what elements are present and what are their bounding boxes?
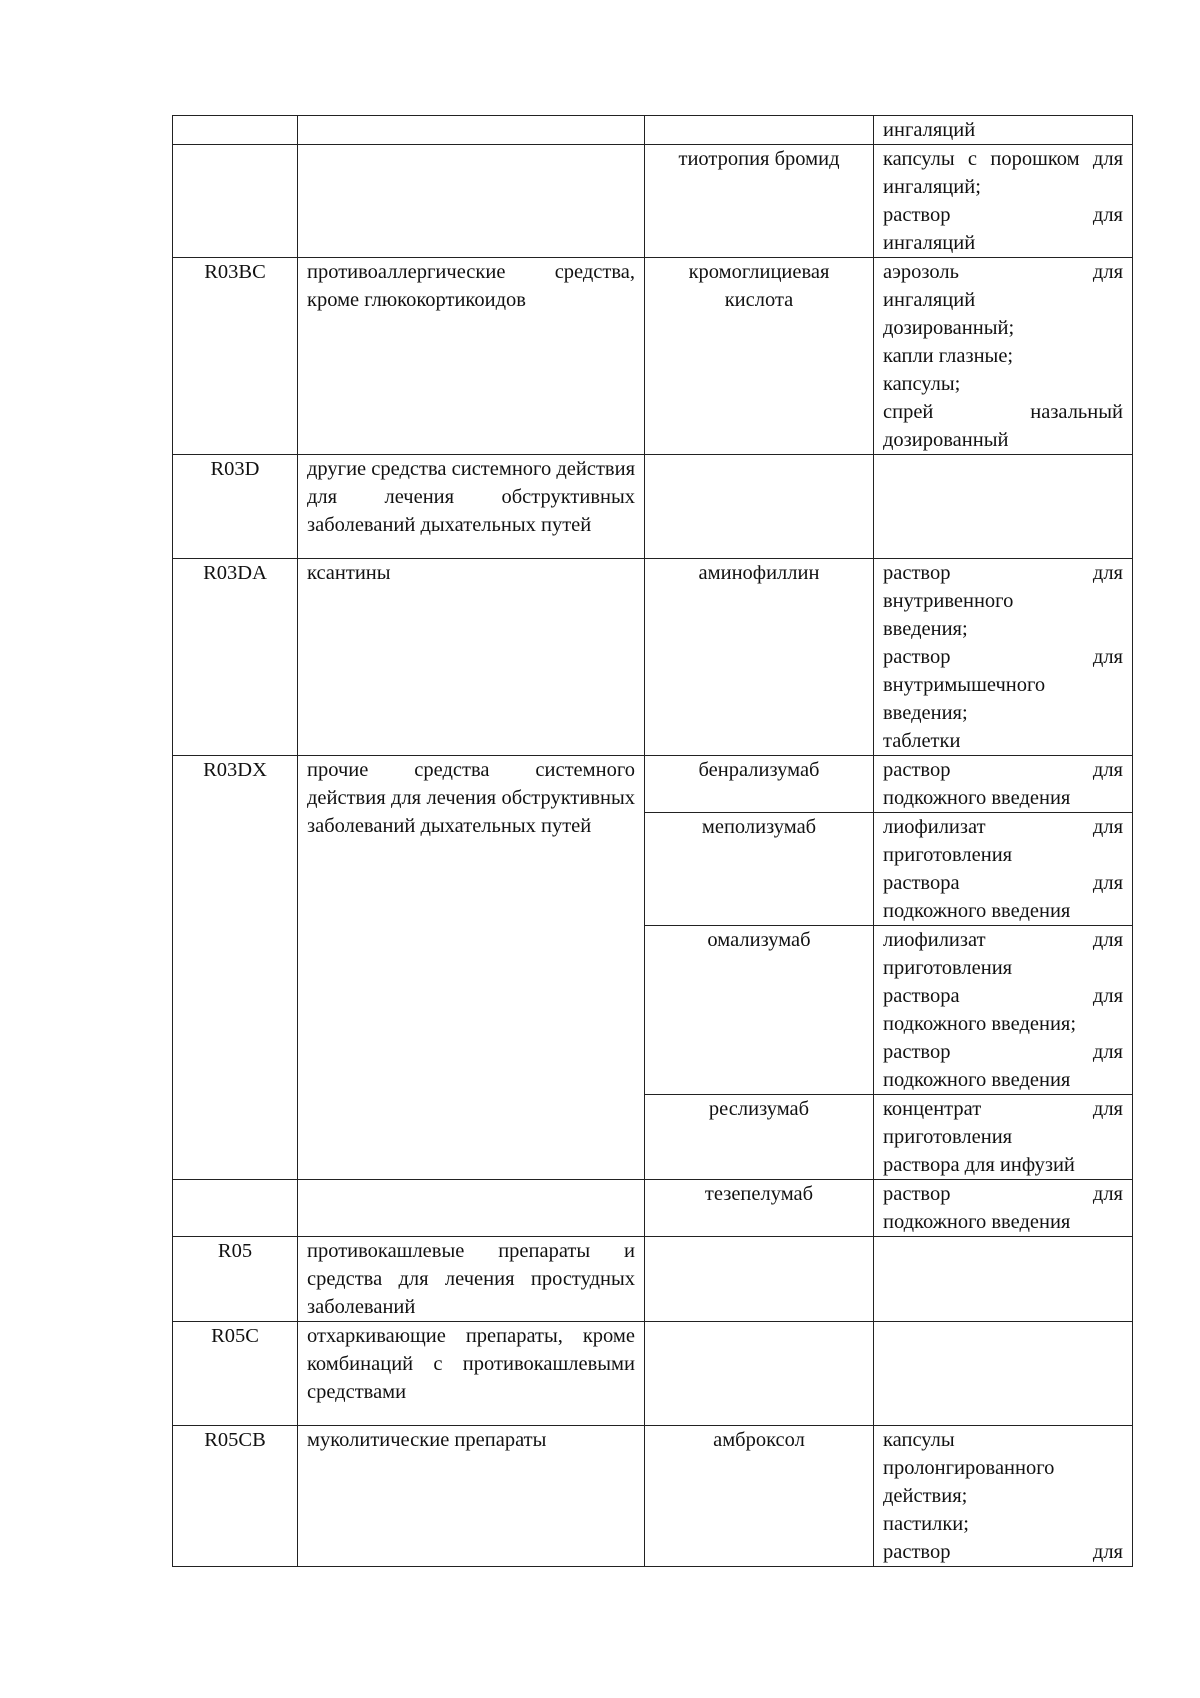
dosage-form-line: дозированный; (883, 317, 1015, 339)
dosage-form-line: введения; (883, 618, 968, 640)
dosage-form-line: подкожного введения; (883, 1013, 1077, 1035)
atc-code-cell (173, 1180, 298, 1237)
dosage-forms-cell (874, 116, 1133, 145)
dosage-forms-cell (874, 145, 1133, 258)
dosage-form-line: аэрозоль для (883, 261, 1123, 283)
pharmacological-group-cell (298, 116, 645, 145)
medication-table (172, 115, 1133, 1567)
dosage-form-line: раствор для (883, 759, 1123, 781)
dosage-forms-cell (874, 455, 1133, 559)
drug-name-cell (645, 1237, 874, 1322)
dosage-forms-cell (874, 559, 1133, 756)
dosage-forms-cell (874, 756, 1133, 813)
atc-code-cell: R03DX (173, 756, 298, 1180)
dosage-form-line: введения; (883, 702, 968, 724)
dosage-form-line: лиофилизат для (883, 816, 1123, 838)
table-row (173, 145, 1133, 258)
dosage-forms-cell (874, 1322, 1133, 1426)
dosage-form-line: капли глазные; (883, 345, 1014, 367)
dosage-forms-cell (874, 926, 1133, 1095)
drug-name-cell: бенрализумаб (645, 756, 874, 813)
dosage-form-line: подкожного введения (883, 787, 1071, 809)
dosage-forms-cell (874, 1426, 1133, 1567)
dosage-forms-cell (874, 1095, 1133, 1180)
dosage-form-line: приготовления (883, 1126, 1013, 1148)
dosage-form-line: раствор для (883, 646, 1123, 668)
atc-code-cell: R05 (173, 1237, 298, 1322)
table-row (173, 1180, 1133, 1237)
atc-code-cell (173, 145, 298, 258)
pharmacological-group-cell (298, 1180, 645, 1237)
dosage-form-line: таблетки (883, 730, 961, 752)
dosage-form-line: действия; (883, 1485, 968, 1507)
dosage-form-line: раствора для (883, 985, 1123, 1007)
dosage-form-line: раствора для (883, 872, 1123, 894)
atc-code-cell: R03D (173, 455, 298, 559)
drug-name-cell: аминофиллин (645, 559, 874, 756)
dosage-form-line: лиофилизат для (883, 929, 1123, 951)
pharmacological-group-cell: прочие средства системного действия для лечения обструктивных заболеваний дыхательных путей (298, 756, 645, 1180)
pharmacological-group-cell: муколитические препараты (298, 1426, 645, 1567)
drug-name-cell (645, 1322, 874, 1426)
dosage-forms-cell (874, 1237, 1133, 1322)
dosage-form-line: раствор для (883, 204, 1123, 226)
table-row (173, 756, 1133, 813)
dosage-form-line: приготовления (883, 957, 1013, 979)
dosage-forms-cell (874, 813, 1133, 926)
dosage-form-line: подкожного введения (883, 1211, 1071, 1233)
dosage-forms-cell (874, 258, 1133, 455)
drug-name-cell: кромоглициевая кислота (645, 258, 874, 455)
drug-name-cell: тиотропия бромид (645, 145, 874, 258)
pharmacological-group-cell: отхаркивающие препараты, кроме комбинаций с противокашлевыми средствами (298, 1322, 645, 1426)
table-row (173, 455, 1133, 559)
dosage-form-line: подкожного введения (883, 900, 1071, 922)
dosage-form-line: раствор для (883, 1183, 1123, 1205)
dosage-form-line: ингаляций (883, 119, 976, 141)
dosage-form-line: ингаляций (883, 232, 976, 254)
atc-code-cell: R05CB (173, 1426, 298, 1567)
dosage-form-line: спрей назальный (883, 401, 1123, 423)
table-row (173, 258, 1133, 455)
drug-name-cell: тезепелумаб (645, 1180, 874, 1237)
dosage-form-line: раствора для инфузий (883, 1154, 1075, 1176)
table-body (173, 116, 1133, 1567)
dosage-form-line: ингаляций (883, 289, 976, 311)
dosage-form-line: капсулы; (883, 373, 961, 395)
pharmacological-group-cell (298, 145, 645, 258)
dosage-form-line: дозированный (883, 429, 1009, 451)
atc-code-cell: R03DA (173, 559, 298, 756)
dosage-form-line: пастилки; (883, 1513, 969, 1535)
dosage-form-line: концентрат для (883, 1098, 1123, 1120)
dosage-form-line: подкожного введения (883, 1069, 1071, 1091)
pharmacological-group-cell: противокашлевые препараты и средства для лечения простудных заболеваний (298, 1237, 645, 1322)
dosage-form-line: капсулы с порошком для ингаляций; (883, 148, 1123, 198)
dosage-form-line: приготовления (883, 844, 1013, 866)
atc-code-cell: R05C (173, 1322, 298, 1426)
table-row (173, 116, 1133, 145)
drug-name-cell: амброксол (645, 1426, 874, 1567)
dosage-form-line: пролонгированного (883, 1457, 1055, 1479)
dosage-form-line: внутримышечного (883, 674, 1046, 696)
drug-name-cell (645, 116, 874, 145)
pharmacological-group-cell: противоаллергические средства, кроме глюкокортикоидов (298, 258, 645, 455)
pharmacological-group-cell: другие средства системного действия для лечения обструктивных заболеваний дыхательных путей (298, 455, 645, 559)
dosage-form-line: раствор для (883, 1041, 1123, 1063)
drug-name-cell: реслизумаб (645, 1095, 874, 1180)
dosage-form-line: раствор для (883, 1541, 1123, 1563)
dosage-form-line: капсулы (883, 1429, 955, 1451)
table-row (173, 559, 1133, 756)
dosage-forms-cell (874, 1180, 1133, 1237)
drug-name-cell (645, 455, 874, 559)
pharmacological-group-cell: ксантины (298, 559, 645, 756)
table-row (173, 1237, 1133, 1322)
table-row (173, 1426, 1133, 1567)
atc-code-cell: R03BC (173, 258, 298, 455)
dosage-form-line: внутривенного (883, 590, 1014, 612)
atc-code-cell (173, 116, 298, 145)
drug-name-cell: омализумаб (645, 926, 874, 1095)
dosage-form-line: раствор для (883, 562, 1123, 584)
drug-name-cell: меполизумаб (645, 813, 874, 926)
table-row (173, 1322, 1133, 1426)
